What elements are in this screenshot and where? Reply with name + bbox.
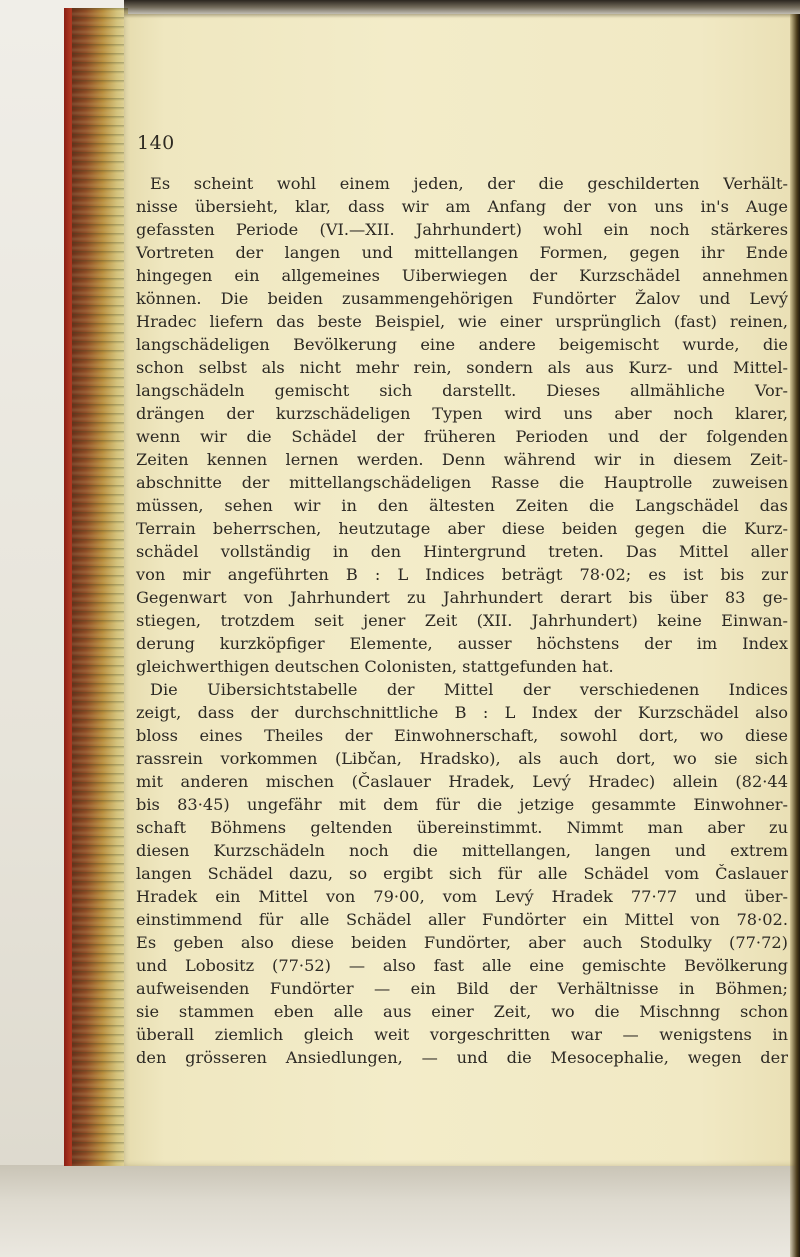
text-line: überall ziemlich gleich weit vorgeschritten war — wenigstens in xyxy=(136,1025,788,1044)
text-line: schon selbst als nicht mehr rein, sondern als aus Kurz- und Mittel- xyxy=(136,358,788,377)
text-line: Hradek ein Mittel von 79·00, vom Levý Hradek 77·77 und über- xyxy=(136,887,788,906)
text-line: Die Uibersichtstabelle der Mittel der verschiedenen Indices xyxy=(150,680,788,699)
text-line: Gegenwart von Jahrhundert zu Jahrhundert derart bis über 83 ge- xyxy=(136,588,788,607)
text-line: Zeiten kennen lernen werden. Denn während wir in diesem Zeit- xyxy=(136,450,788,469)
text-line: mit anderen mischen (Časlauer Hradek, Levý Hradec) allein (82·44 xyxy=(136,772,788,791)
text-line: gefassten Periode (VI.—XII. Jahrhundert) wohl ein noch stärkeres xyxy=(136,220,788,239)
text-line: bis 83·45) ungefähr mit dem für die jetzige gesammte Einwohner- xyxy=(136,795,788,814)
text-line: langschädeligen Bevölkerung eine andere beigemischt wurde, die xyxy=(136,335,788,354)
text-line: Es geben also diese beiden Fundörter, aber auch Stodulky (77·72) xyxy=(136,933,788,952)
text-line: gleichwerthigen deutschen Colonisten, stattgefunden hat. xyxy=(136,657,614,676)
text-line: Vortreten der langen und mittellangen Formen, gegen ihr Ende xyxy=(136,243,788,262)
text-line: stiegen, trotzdem seit jener Zeit (XII. Jahrhundert) keine Einwan- xyxy=(136,611,788,630)
text-line: zeigt, dass der durchschnittliche B : L Index der Kurzschädel also xyxy=(136,703,788,722)
book-binding-spine xyxy=(72,8,128,1166)
text-line: rassrein vorkommen (Libčan, Hradsko), als auch dort, wo sie sich xyxy=(136,749,788,768)
text-line: schaft Böhmens geltenden übereinstimmt. Nimmt man aber zu xyxy=(136,818,788,837)
text-line: nisse übersieht, klar, dass wir am Anfang der von uns in's Auge xyxy=(136,197,788,216)
scan-bed-bottom xyxy=(0,1165,800,1257)
page-number: 140 xyxy=(137,132,175,154)
text-line: sie stammen eben alle aus einer Zeit, wo die Mischnng schon xyxy=(136,1002,788,1021)
text-line: langschädeln gemischt sich darstellt. Dieses allmähliche Vor- xyxy=(136,381,788,400)
page-right-edge xyxy=(790,14,800,1257)
text-line: von mir angeführten B : L Indices beträgt 78·02; es ist bis zur xyxy=(136,565,788,584)
text-line: diesen Kurzschädeln noch die mittellangen, langen und extrem xyxy=(136,841,788,860)
text-line: abschnitte der mittellangschädeligen Rasse die Hauptrolle zuweisen xyxy=(136,473,788,492)
text-line: Es scheint wohl einem jeden, der die geschilderten Verhält- xyxy=(150,174,788,193)
body-text xyxy=(136,172,788,1069)
text-line: Terrain beherrschen, heutzutage aber diese beiden gegen die Kurz- xyxy=(136,519,788,538)
text-line: drängen der kurzschädeligen Typen wird uns aber noch klarer, xyxy=(136,404,788,423)
text-line: einstimmend für alle Schädel aller Fundörter ein Mittel von 78·02. xyxy=(136,910,788,929)
text-line: wenn wir die Schädel der früheren Perioden und der folgenden xyxy=(136,427,788,446)
text-line: den grösseren Ansiedlungen, — und die Mesocephalie, wegen der xyxy=(136,1048,788,1067)
text-line: hingegen ein allgemeines Uiberwiegen der Kurzschädel annehmen xyxy=(136,266,788,285)
text-line: bloss eines Theiles der Einwohnerschaft, sowohl dort, wo diese xyxy=(136,726,788,745)
text-line: langen Schädel dazu, so ergibt sich für alle Schädel vom Časlauer xyxy=(136,864,788,883)
text-line: Hradec liefern das beste Beispiel, wie einer ursprünglich (fast) reinen, xyxy=(136,312,788,331)
text-line: aufweisenden Fundörter — ein Bild der Verhältnisse in Böhmen; xyxy=(136,979,788,998)
text-line: können. Die beiden zusammengehörigen Fundörter Žalov und Levý xyxy=(136,289,788,308)
text-line: und Lobositz (77·52) — also fast alle eine gemischte Bevölkerung xyxy=(136,956,788,975)
text-line: schädel vollständig in den Hintergrund treten. Das Mittel aller xyxy=(136,542,788,561)
text-line: müssen, sehen wir in den ältesten Zeiten die Langschädel das xyxy=(136,496,788,515)
text-line: derung kurzköpfiger Elemente, ausser höchstens der im Index xyxy=(136,634,788,653)
page-top-shadow xyxy=(124,0,800,18)
